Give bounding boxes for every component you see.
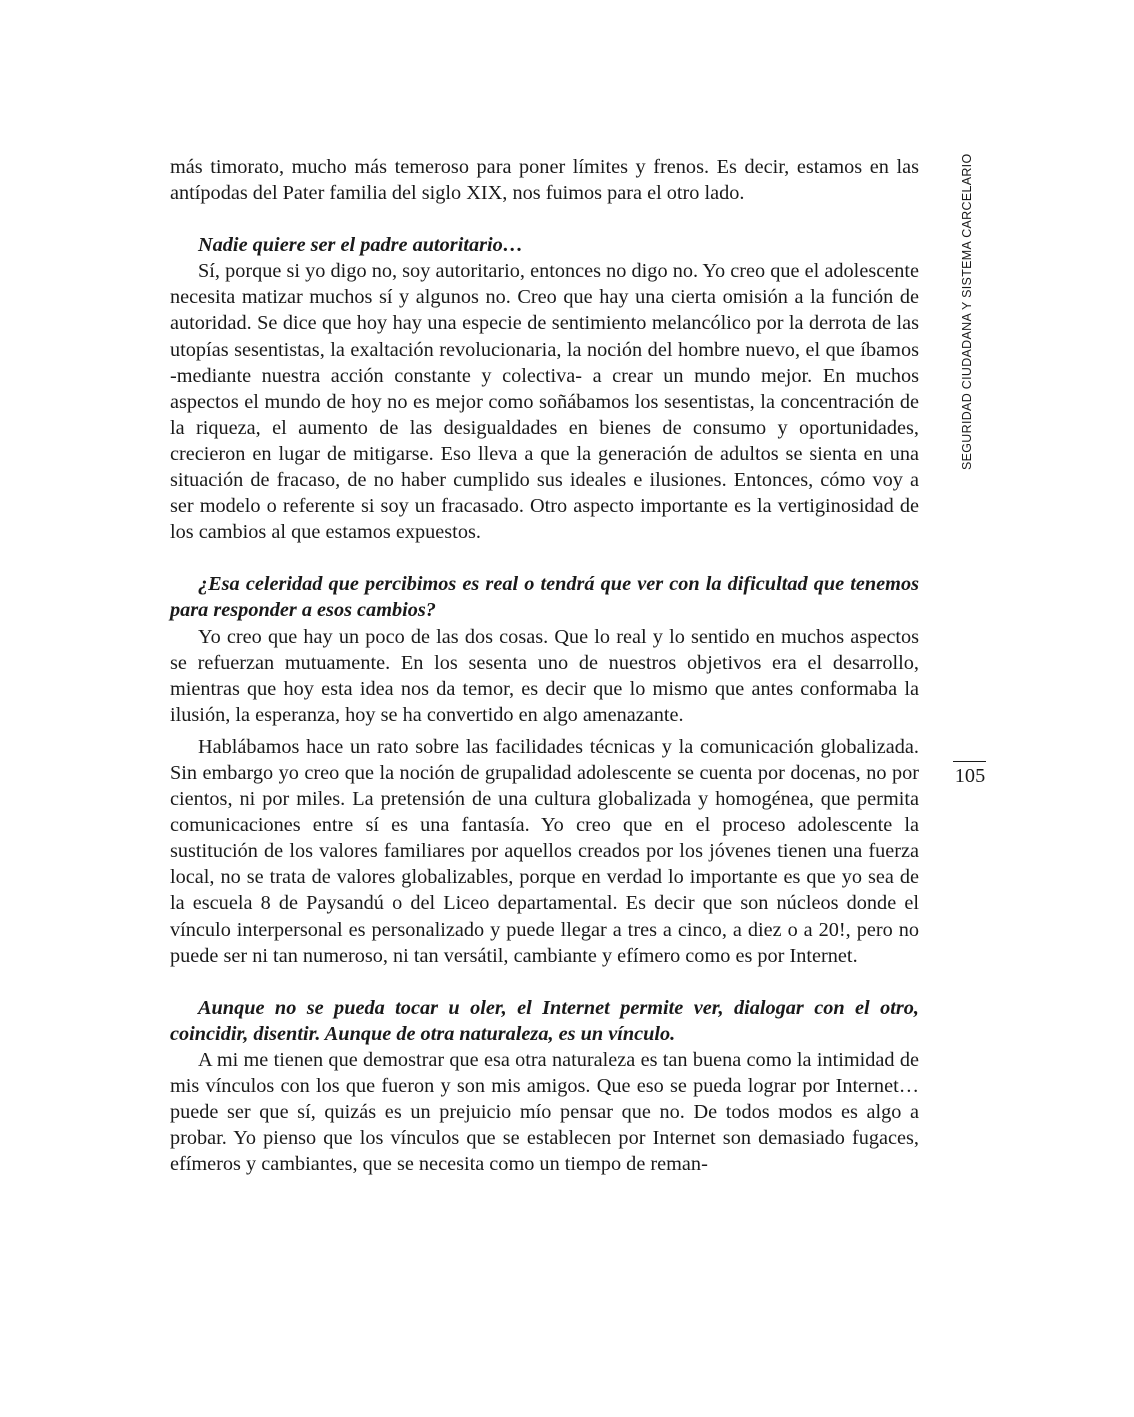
answer-paragraph-4: A mi me tienen que demostrar que esa otra naturaleza es tan buena como la intimidad de mis vínculos con los que fueron y son mis amigos. Que eso se pueda lograr por Internet… puede ser que sí, quizás es un prejuicio mío pensar que no. De todos modos es algo a probar. Yo pienso que los vínculos que se establecen por Internet son demasiado fugaces, efímeros y cambiantes, que se necesita como un tiempo de reman- — [170, 1048, 919, 1176]
question-heading-1: Nadie quiere ser el padre autoritario… — [198, 234, 524, 257]
answer-paragraph-1: Sí, porque si yo digo no, soy autoritario, entonces no digo no. Yo creo que el adolescente necesita matizar muchos sí y algunos no. Creo que hay una cierta omisión a la función de autoridad. Se dice que hoy hay una especie de sentimiento melancólico por la derrota de las utopías sesentistas, la exaltación revolucionaria, la noción del hombre nuevo, el que íbamos -mediante nuestra acción constante y colectiva- a crear un mundo mejor. En muchos aspectos el mundo de hoy no es mejor como soñábamos los sesentistas, la concentración de la riqueza, el aumento de las desigualdades en bienes de consumo y oportunidades, crecieron en lugar de mitigarse. Eso lleva a que la generación de adultos se sienta en una situación de fracaso, de no haber cumplido sus ideales e ilusiones. Entonces, cómo voy a ser modelo o referente si soy un fracasado. Otro aspecto importante es la vertiginosidad de los cambios al que estamos expuestos. — [170, 260, 919, 544]
answer-paragraph-2: Yo creo que hay un poco de las dos cosas. Que lo real y lo sentido en muchos aspectos se refuerzan mutuamente. En los sesenta uno de nuestros objetivos era el desarrollo, mientras que hoy esta idea nos da temor, es decir que lo mismo que antes conformaba la ilusión, la esperanza, hoy se ha convertido en algo amenazante. — [170, 625, 919, 726]
body-text — [170, 154, 919, 1177]
page-number: 105 — [954, 765, 986, 787]
running-head: SEGURIDAD CIUDADANA Y SISTEMA CARCELARIO — [960, 153, 974, 470]
question-heading-2: ¿Esa celeridad que percibimos es real o tendrá que ver con la dificultad que tenemos para responder a esos cambios? — [170, 573, 919, 622]
question-heading-3: Aunque no se pueda tocar u oler, el Internet permite ver, dialogar con el otro, coincidir, disentir. Aunque de otra naturaleza, es un vínculo. — [170, 996, 919, 1045]
paragraph-continuation: más timorato, mucho más temeroso para poner límites y frenos. Es decir, estamos en las antípodas del Pater familia del siglo XIX, nos fuimos para el otro lado. — [170, 156, 919, 205]
page-number-rule — [953, 761, 986, 762]
answer-paragraph-3: Hablábamos hace un rato sobre las facilidades técnicas y la comunicación globalizada. Sin embargo yo creo que la noción de grupalidad adolescente se cuenta por docenas, no por cientos, ni por miles. La pretensión de una cultura globalizada y homogénea, que permita comunicaciones entre sí es una fantasía. Yo creo que en el proceso adolescente la sustitución de los valores familiares por aquellos creados por los jóvenes tienen una fuerza local, no se trata de valores globalizables, porque en verdad lo importante es que yo sea de la escuela 8 de Paysandú o del Liceo departamental. Es decir que son núcleos donde el vínculo interpersonal es personalizado y puede llegar a tres a cinco, a diez o a 20!, pero no puede ser ni tan numeroso, ni tan versátil, cambiante y efímero como es por Internet. — [170, 735, 919, 967]
